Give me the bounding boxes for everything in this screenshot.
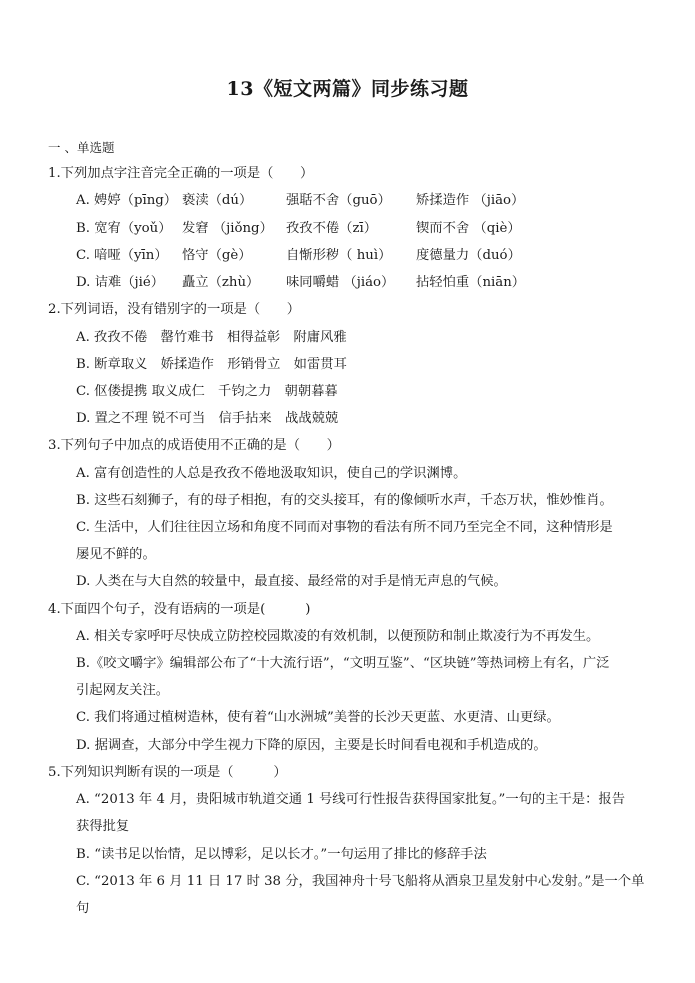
option-cell: A. 娉婷（pīng） [76, 193, 178, 208]
question-2-option-a: A. 孜孜不倦 罄竹难书 相得益彰 附庸风雅 [76, 330, 347, 345]
option-cell: 强聒不舍（guō） [286, 193, 391, 208]
question-4-stem: 4.下面四个句子，没有语病的一项是( ) [48, 602, 311, 617]
option-cell: 度德量力（duó） [416, 248, 521, 263]
question-1-stem: 1.下列加点字注音完全正确的一项是（ ） [48, 166, 314, 181]
question-5-option-a: A. “2013 年 4 月，贵阳城市轨道交通 1 号线可行性报告获得国家批复。”一句的主干是：报告 [76, 792, 625, 807]
question-3-option-c: C. 生活中，人们往往因立场和角度不同而对事物的看法有所不同乃至完全不同，这种情形是 [76, 520, 613, 535]
question-4-option-d: D. 据调查，大部分中学生视力下降的原因，主要是长时间看电视和手机造成的。 [76, 738, 547, 753]
question-1-option-d [76, 275, 525, 291]
question-5-option-a-continued: 获得批复 [76, 819, 130, 834]
option-cell: D. 诘难（jié） [76, 275, 165, 290]
option-cell: 矫揉造作 （jiāo） [416, 193, 525, 208]
option-cell: B. 宽宥（yoǔ） [76, 221, 172, 236]
question-2-option-d: D. 置之不理 锐不可当 信手拈来 战战兢兢 [76, 411, 339, 426]
option-cell: 自惭形秽（ huì） [286, 248, 392, 263]
page-title: 13《短文两篇》同步练习题 [226, 78, 469, 100]
question-2-stem: 2.下列词语，没有错别字的一项是（ ） [48, 302, 301, 317]
option-cell: 味同嚼蜡 （jiáo） [286, 275, 395, 290]
option-cell: 矗立（zhù） [182, 275, 260, 290]
question-5-option-b: B. “读书足以怡情，足以博彩，足以长才。”一句运用了排比的修辞手法 [76, 847, 487, 862]
section-heading: 一 、单选题 [48, 140, 115, 155]
question-3-option-a: A. 富有创造性的人总是孜孜不倦地汲取知识，使自己的学识渊博。 [76, 466, 467, 481]
option-cell: 孜孜不倦（zī） [286, 221, 378, 236]
option-cell: 亵渎（dú） [182, 193, 253, 208]
question-4-option-b: B.《咬文嚼字》编辑部公布了“十大流行语”，“文明互鉴”、“区块链”等热词榜上有名，广泛 [76, 656, 610, 671]
question-5-stem: 5.下列知识判断有误的一项是（ ） [48, 765, 287, 780]
question-2-option-b: B. 断章取义 娇揉造作 形销骨立 如雷贯耳 [76, 357, 347, 372]
question-3-option-c-continued: 屡见不鲜的。 [76, 547, 156, 562]
question-1-option-b [76, 221, 521, 237]
option-cell: C. 喑哑（yīn） [76, 248, 168, 263]
question-4-option-c: C. 我们将通过植树造林，使有着“山水洲城”美誉的长沙天更蓝、水更清、山更绿。 [76, 710, 560, 725]
question-1-option-a [76, 193, 524, 209]
question-4-option-b-continued: 引起网友关注。 [76, 683, 170, 698]
option-cell: 发窘 （jiǒng） [182, 221, 273, 236]
question-4-option-a: A. 相关专家呼吁尽快成立防控校园欺凌的有效机制，以便预防和制止欺凌行为不再发生。 [76, 629, 600, 644]
question-5-option-c: C. “2013 年 6 月 11 日 17 时 38 分，我国神舟十号飞船将从酒泉卫星发射中心发射。”是一个单 [76, 874, 645, 889]
option-cell: 拈轻怕重（niān） [416, 275, 526, 290]
option-cell: 恪守（gè） [182, 248, 252, 263]
question-3-option-b: B. 这些石刻狮子，有的母子相抱，有的交头接耳，有的像倾听水声，千态万状，惟妙惟肖。 [76, 493, 613, 508]
question-5-option-c-continued: 句 [76, 901, 90, 916]
option-cell: 锲而不舍 （qiè） [416, 221, 521, 236]
question-2-option-c: C. 伛偻提携 取义成仁 千钧之力 朝朝暮暮 [76, 384, 338, 399]
question-3-option-d: D. 人类在与大自然的较量中，最直接、最经常的对手是悄无声息的气候。 [76, 574, 507, 589]
question-1-option-c [76, 248, 521, 264]
question-3-stem: 3.下列句子中加点的成语使用不正确的是（ ） [48, 438, 340, 453]
